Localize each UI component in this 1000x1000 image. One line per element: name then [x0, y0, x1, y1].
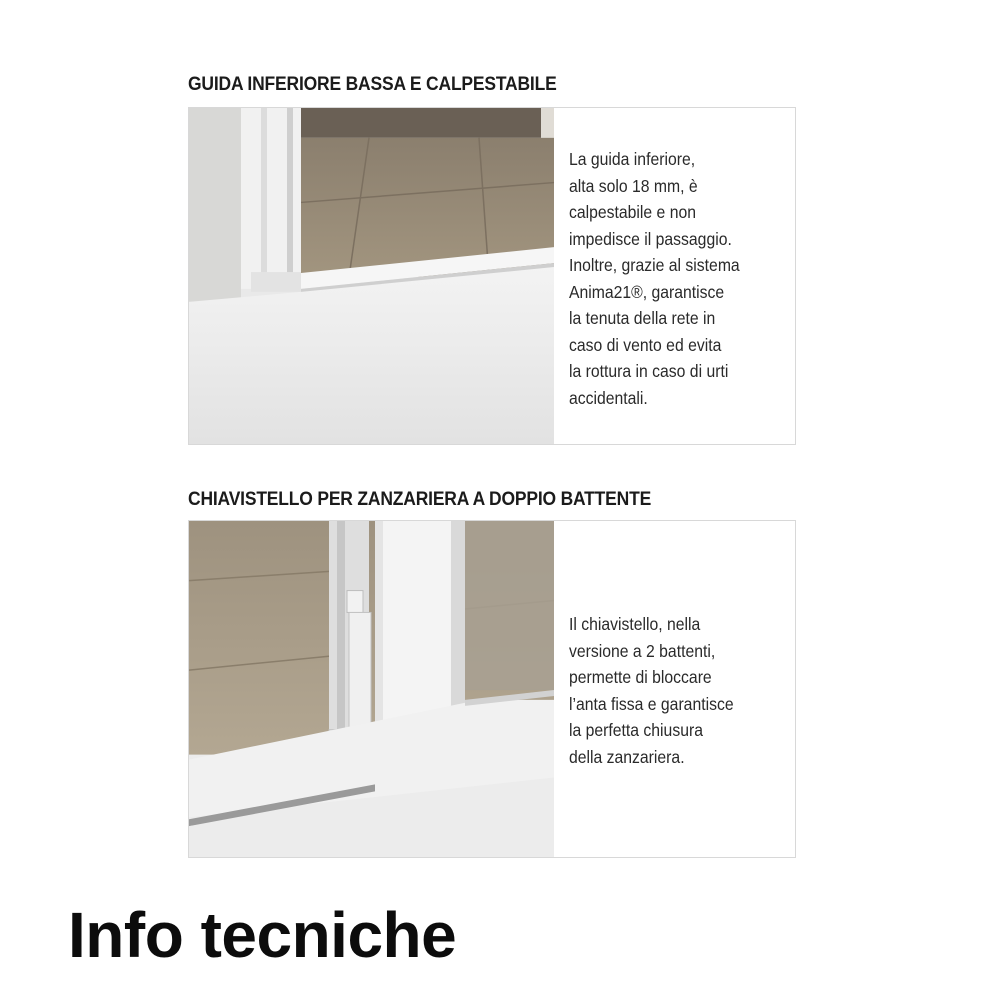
section-title-bottom-rail: GUIDA INFERIORE BASSA E CALPESTABILE	[188, 74, 557, 95]
bottom-rail-panel	[188, 107, 796, 445]
bottom-rail-photo	[189, 108, 554, 444]
latch-panel	[188, 520, 796, 858]
bottom-rail-description: La guida inferiore, alta solo 18 mm, è calpestabile e non impedisce il passaggio. Inoltre, grazie al sistema Anima21®, garantisce la tenuta della rete in caso di vento ed evita la rottura in caso di urti accidentali.	[569, 149, 740, 408]
info-tecniche-heading: Info tecniche	[68, 899, 457, 971]
section-title-latch: CHIAVISTELLO PER ZANZARIERA A DOPPIO BATTENTE	[188, 489, 652, 510]
latch-photo	[189, 521, 554, 857]
latch-description: Il chiavistello, nella versione a 2 battenti, permette di bloccare l’anta fissa e garantisce la perfetta chiusura della zanzariera.	[569, 614, 734, 767]
